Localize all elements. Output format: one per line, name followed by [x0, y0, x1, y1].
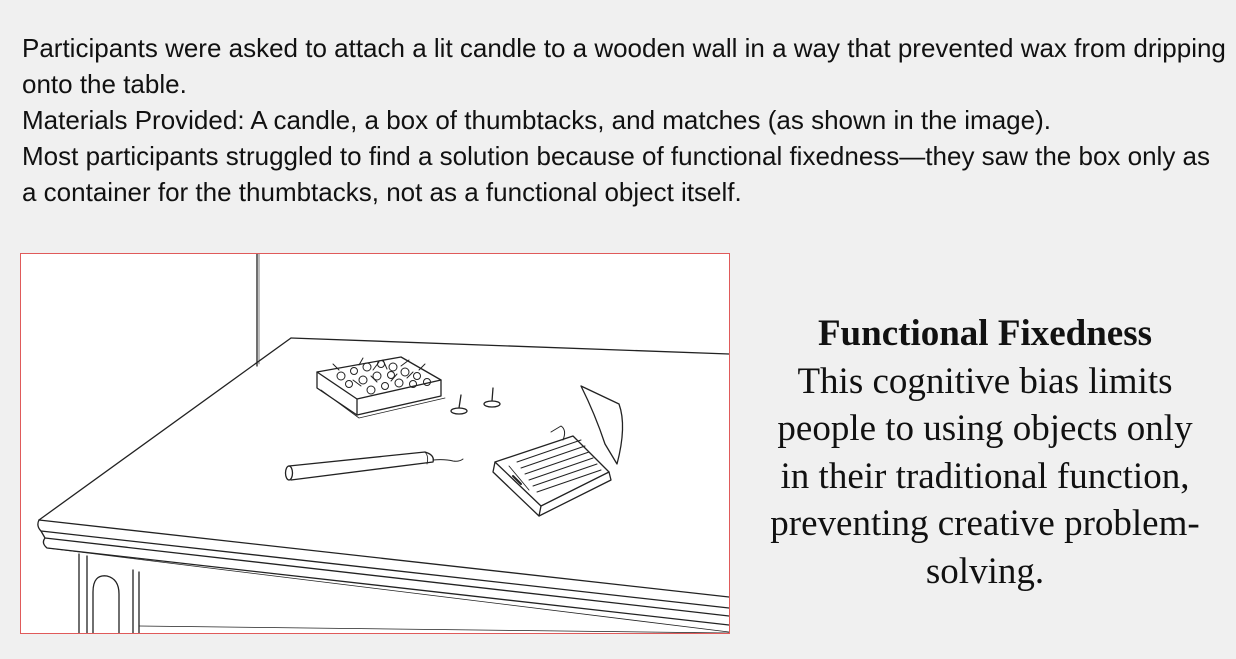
matchbook: [493, 386, 623, 516]
caption-title: Functional Fixedness: [817, 313, 1153, 354]
wall-corner: [257, 254, 259, 366]
thumbtack-box: [317, 357, 445, 418]
candle-problem-illustration: [20, 253, 730, 634]
table: [38, 338, 729, 633]
caption-box: [760, 310, 1210, 595]
loose-thumbtacks: [451, 388, 500, 414]
task-description: Participants were asked to attach a lit candle to a wooden wall in a way that prevented wax from dripping onto the table.: [22, 33, 1226, 99]
candle: [286, 452, 464, 480]
caption-body: This cognitive bias limits people to using objects only in their traditional function, preventing creative problem-solving.: [770, 360, 1200, 592]
intro-text: [22, 30, 1227, 210]
materials-description: Materials Provided: A candle, a box of thumbtacks, and matches (as shown in the image).: [22, 105, 1051, 135]
result-description: Most participants struggled to find a solution because of functional fixedness—they saw the box only as a container for the thumbtacks, not as a functional object itself.: [22, 141, 1211, 207]
